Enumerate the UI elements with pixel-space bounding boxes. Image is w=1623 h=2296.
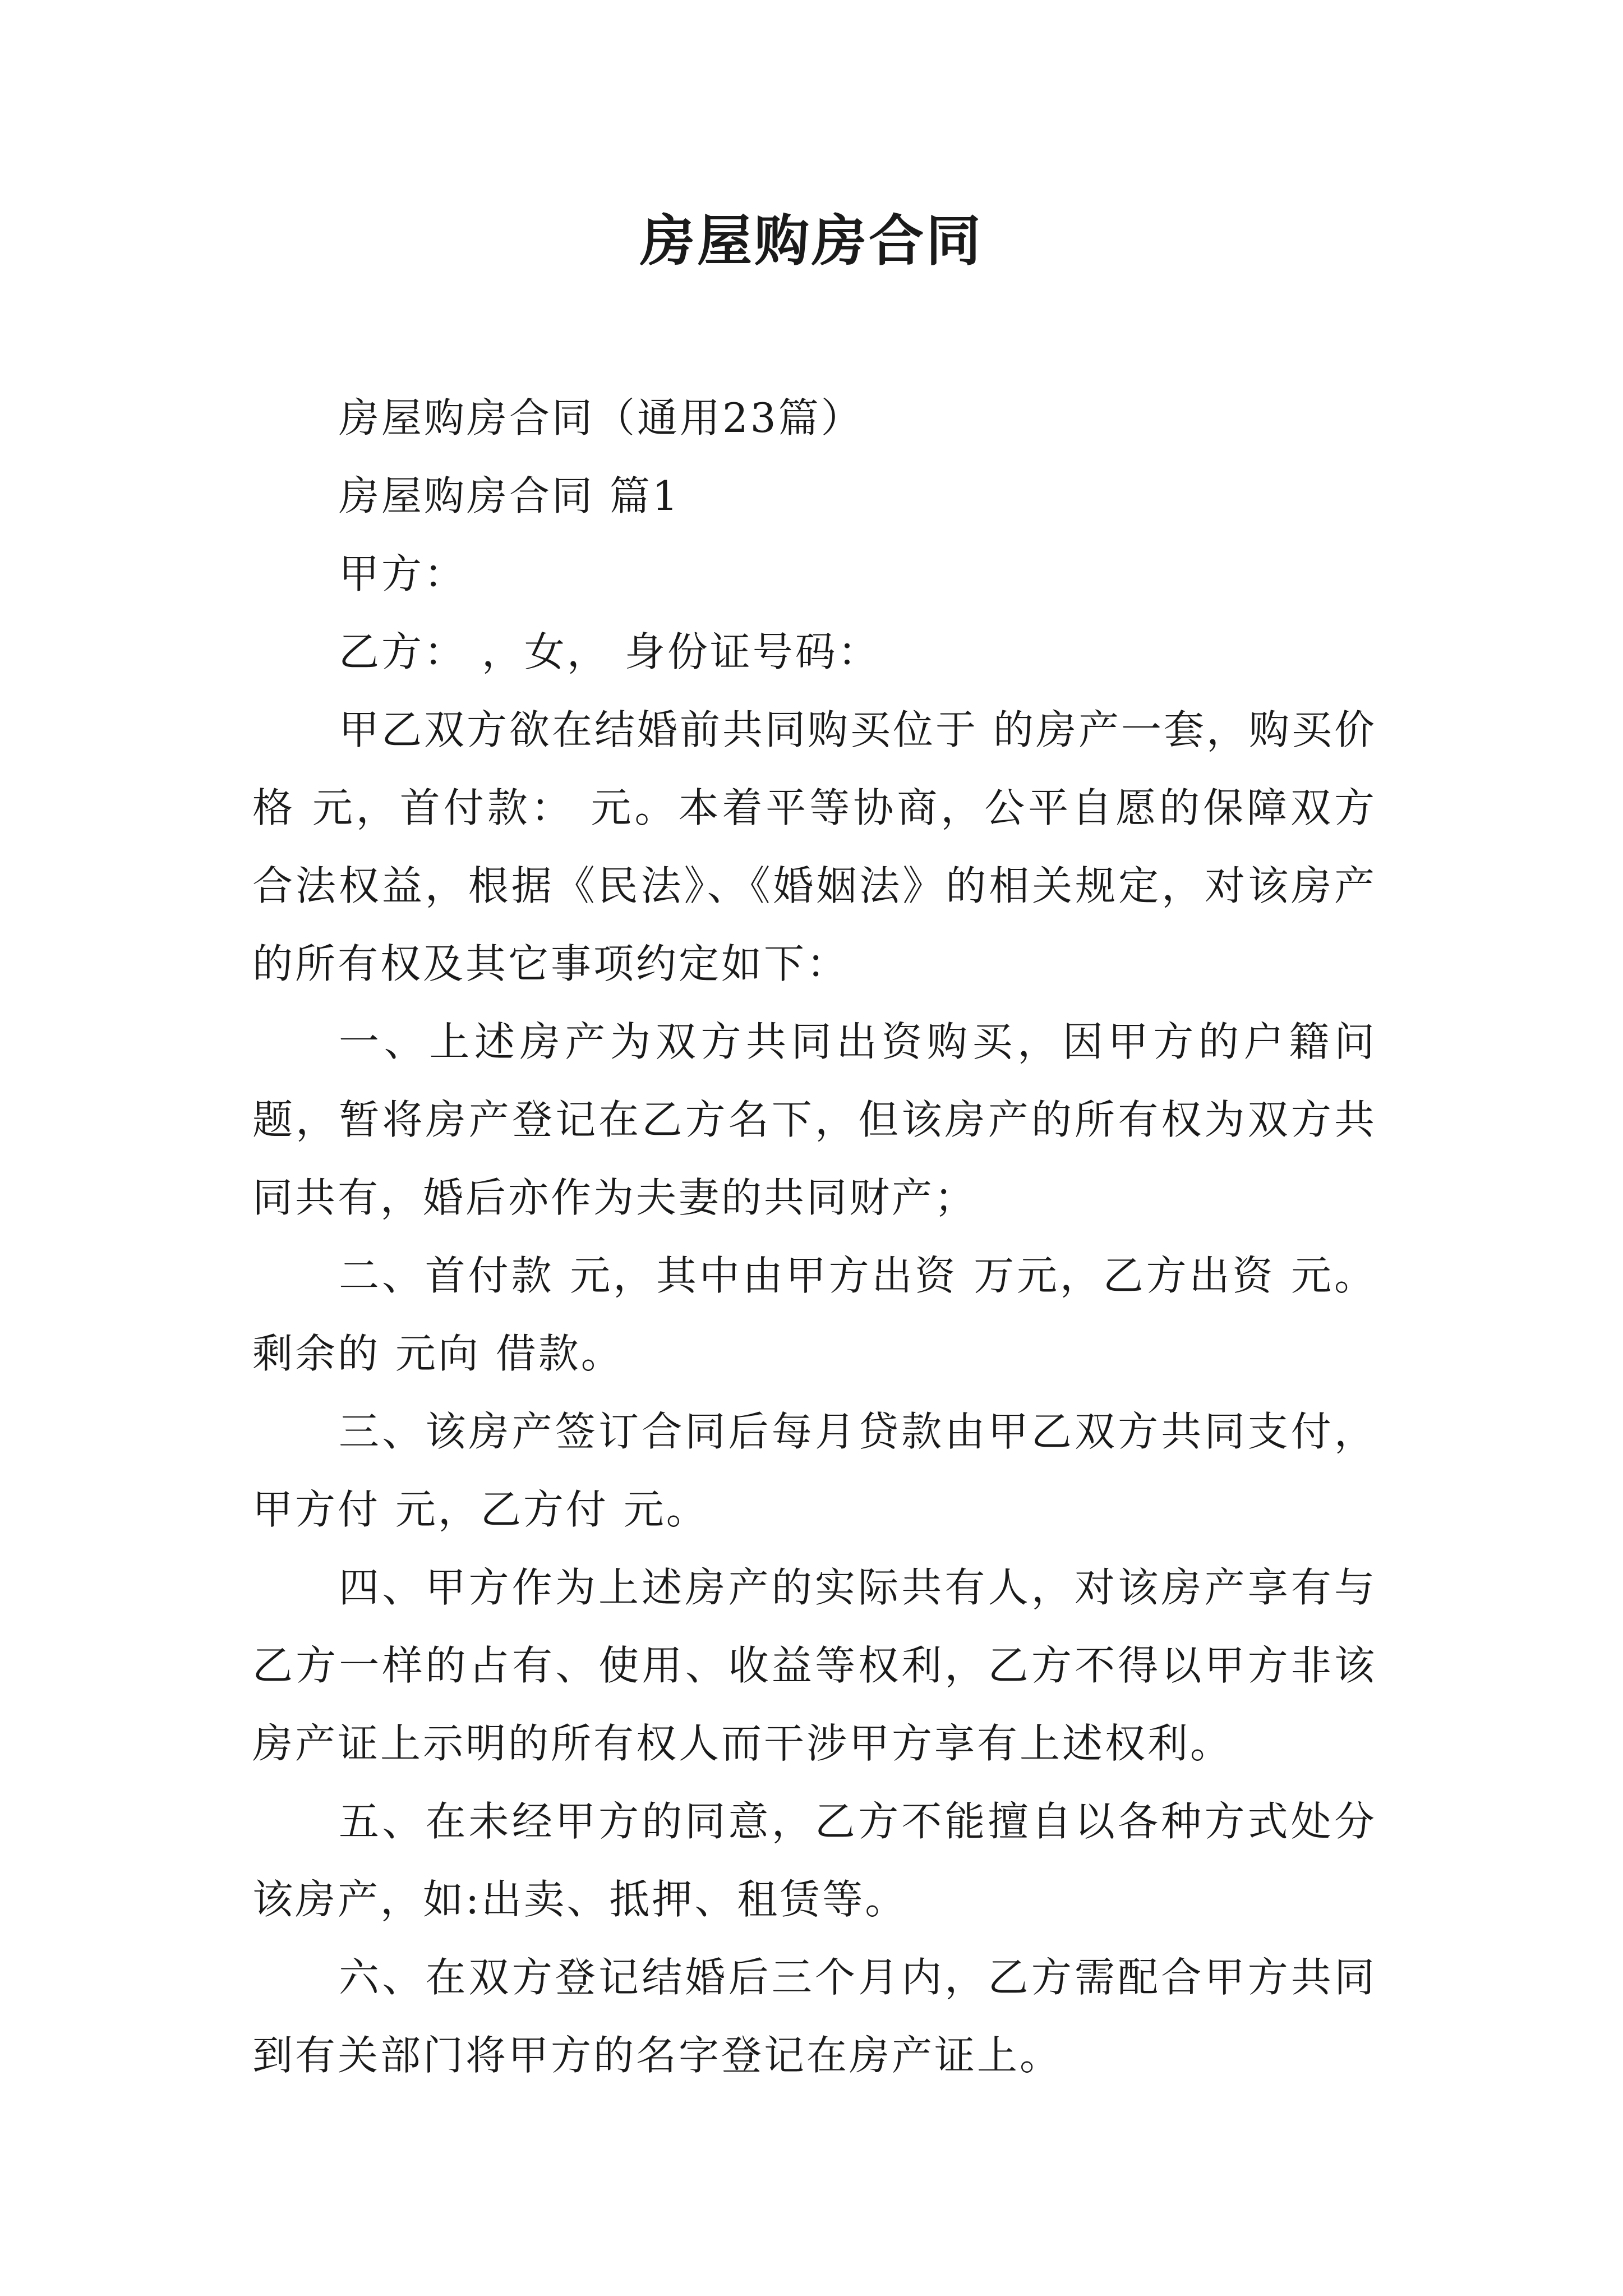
section-heading: 房屋购房合同 篇1 (339, 472, 680, 519)
preamble-paragraph: 甲乙双方欲在结婚前共同购买位于 的房产一套，购买价格 元，首付款： 元。本着平等协商，公平自愿的保障双方合法权益，根据《民法》、《婚姻法》的相关规定，对该房产的所有权及其它事项约定如下： (252, 706, 1377, 987)
clause-2: 二、首付款 元，其中由甲方出资 万元，乙方出资 元。剩余的 元向 借款。 (252, 1252, 1377, 1377)
subtitle-paragraph: 房屋购房合同（通用23篇） (339, 394, 864, 441)
document-title: 房屋购房合同 (639, 209, 983, 273)
document-body (252, 379, 1377, 2095)
clause-1: 一、上述房产为双方共同出资购买，因甲方的户籍问题，暂将房产登记在乙方名下，但该房产的所有权为双方共同共有，婚后亦作为夫妻的共同财产； (252, 1018, 1377, 1221)
clause-4: 四、甲方作为上述房产的实际共有人，对该房产享有与乙方一样的占有、使用、收益等权利，乙方不得以甲方非该房产证上示明的所有权人而干涉甲方享有上述权利。 (252, 1564, 1377, 1767)
party-b-line: 乙方： ，女， 身份证号码： (339, 628, 880, 675)
party-a-line: 甲方： (339, 550, 467, 597)
clause-6: 六、在双方登记结婚后三个月内，乙方需配合甲方共同到有关部门将甲方的名字登记在房产证上。 (252, 1954, 1377, 2079)
clause-3: 三、该房产签订合同后每月贷款由甲乙双方共同支付，甲方付 元，乙方付 元。 (252, 1408, 1377, 1533)
clause-5: 五、在未经甲方的同意，乙方不能擅自以各种方式处分该房产，如:出卖、抵押、租赁等。 (252, 1798, 1377, 1923)
